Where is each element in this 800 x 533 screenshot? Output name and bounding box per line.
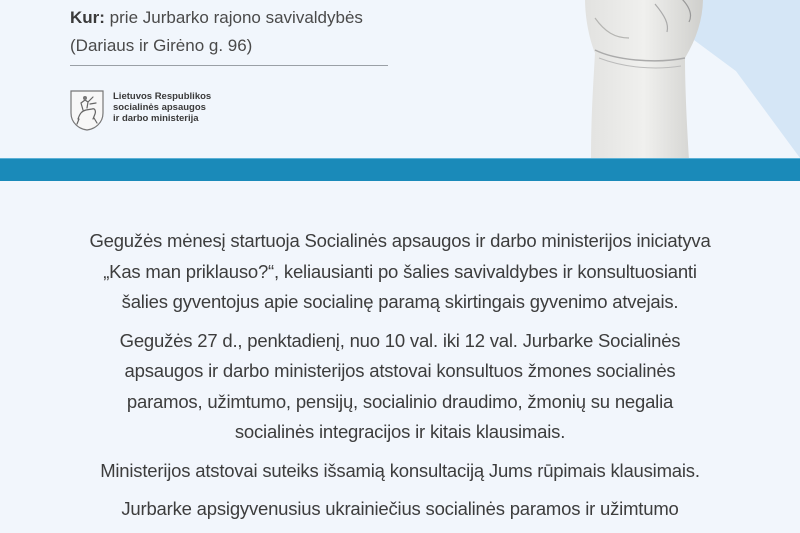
raised-fist-image <box>585 0 705 158</box>
paragraph-ukrainians: Jurbarke apsigyvenusius ukrainiečius socialinės paramos ir užimtumo <box>121 498 679 519</box>
blue-band <box>0 158 800 181</box>
location-line-1: prie Jurbarko rajono savivaldybės <box>104 8 363 27</box>
coat-of-arms-icon <box>69 89 105 131</box>
divider <box>70 65 388 66</box>
location-line-2: (Dariaus ir Girėno g. 96) <box>70 36 253 55</box>
paragraph-consultation: Ministerijos atstovai suteiks išsamią konsultaciją Jums rūpimais klausimais. <box>100 459 700 481</box>
poster-header <box>0 0 800 158</box>
ministry-line-1: Lietuvos Respublikos <box>113 91 212 102</box>
article-body <box>40 226 760 533</box>
location-label: Kur: <box>70 8 105 27</box>
ministry-logo <box>69 89 211 131</box>
paragraph-schedule: Gegužės 27 d., penktadienį, nuo 10 val. iki 12 val. Jurbarke Socialinės apsaugos ir darbo ministerijos atstovai konsultuos žmones socialinės paramos, užimtumo, pensijų, socialinio draudimo, žmonių su negalia socialinės integracijos ir kitais klausimais. <box>119 329 681 442</box>
ministry-line-2: socialinės apsaugos <box>113 102 206 113</box>
paragraph-intro: Gegužės mėnesį startuoja Socialinės apsaugos ir darbo ministerijos iniciatyva „Kas man priklauso?“, keliausianti po šalies savivaldybes ir konsultuosianti šalies gyventojus apie socialinę paramą skirtingais gyvenimo atvejais. <box>89 230 711 312</box>
ministry-line-3: ir darbo ministerija <box>113 113 199 124</box>
event-location <box>70 4 400 60</box>
